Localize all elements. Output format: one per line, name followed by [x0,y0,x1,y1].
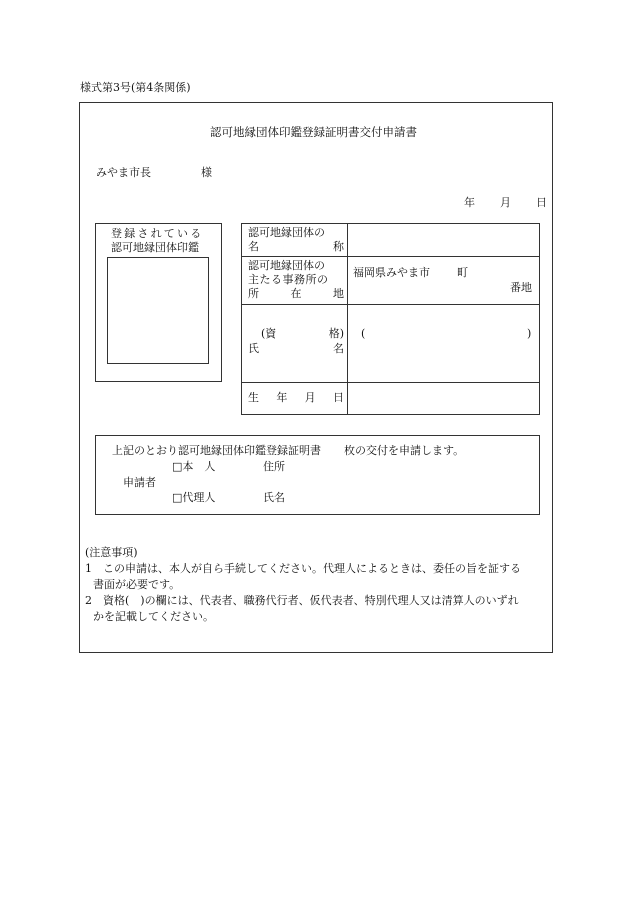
label-birth-date [248,391,344,404]
note-item-1-line2: 書面が必要です。 [93,578,181,591]
date-month: 月 [500,196,511,209]
qualification-paren-close: ) [527,327,532,340]
label-char: 名 [333,342,344,355]
table-row-divider [241,382,540,383]
label-group-name-line1 [248,226,344,239]
application-statement-part1: 上記のとおり認可地縁団体印鑑登録証明書 [112,444,321,457]
label-person-name [248,342,344,355]
agent-checkbox[interactable]: □代理人 [172,491,216,504]
address-town: 町 [457,266,468,279]
table-row-divider [241,256,540,257]
addressee-honorific: 様 [201,166,212,179]
form-title: 認可地縁団体印鑑登録証明書交付申請書 [210,125,417,139]
self-checkbox[interactable]: □本 人 [172,460,216,473]
label-char: 名 [248,240,259,253]
label-group-name-line2 [248,240,344,253]
form-number: 様式第3号(第4条関係) [80,81,191,94]
notes-heading: (注意事項) [85,546,138,559]
table-column-divider [347,223,348,415]
date-day: 日 [536,196,547,209]
qualification-paren-open: ( [361,327,366,340]
label-char: 称 [333,240,344,253]
label-char: 年 [276,391,288,404]
seal-box-label-line1: 登録されている [111,227,204,240]
table-row-divider [241,304,540,305]
label-char: 日 [332,391,344,404]
applicant-label: 申請者 [123,476,156,489]
label-office-line3 [248,287,344,300]
label-qualification [248,327,344,340]
label-char: 氏 [248,342,259,355]
application-statement-part2: 枚の交付を申請します。 [344,444,465,457]
label-char: (資 [261,327,277,340]
note-item-2-line2: かを記載してください。 [93,610,214,623]
addressee-mayor: みやま市長 [96,166,151,179]
label-char: 生 [248,391,259,404]
group-name-field[interactable] [352,232,536,252]
label-char: 地 [333,287,344,300]
label-office-line2: 主たる事務所の [248,273,329,286]
note-item-2-line1: 2 資格( )の欄には、代表者、職務代行者、仮代表者、特別代理人又は清算人のいずれ [85,594,519,607]
label-char: 月 [304,391,316,404]
applicant-address-label: 住所 [263,460,285,473]
label-office-line1: 認可地縁団体の [248,259,325,272]
note-item-1-line1: 1 この申請は、本人が自ら手続してください。代理人によるときは、委任の旨を証する [85,562,521,575]
label-group-name-text: 認可地縁団体の [248,226,325,239]
address-prefix: 福岡県みやま市 [353,266,430,279]
address-lot: 番地 [510,281,532,294]
date-year: 年 [464,196,475,209]
seal-box-label-line2: 認可地縁団体印鑑 [111,241,199,254]
label-char: 所 [248,287,259,300]
label-char: 在 [290,287,302,300]
seal-impression-area[interactable] [107,257,209,364]
label-char: 格) [328,327,344,340]
applicant-name-label: 氏名 [263,491,285,504]
